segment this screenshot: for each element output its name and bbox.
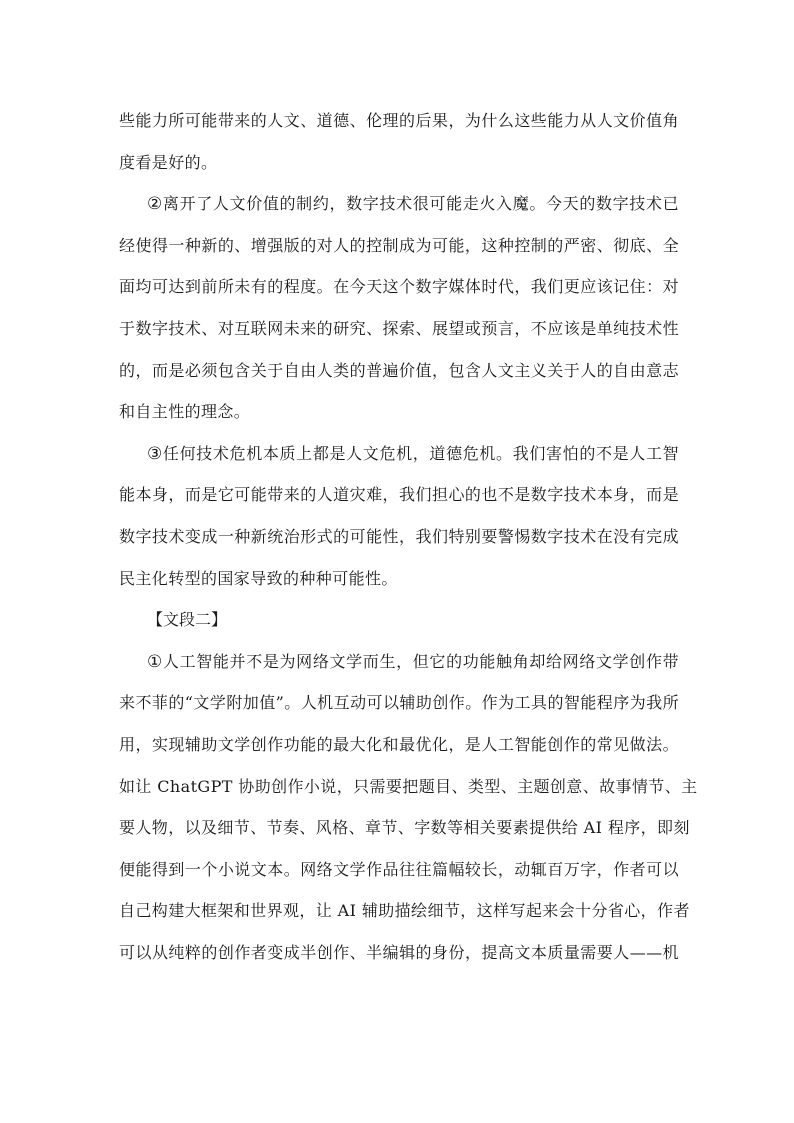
- paragraph-number: ②: [147, 194, 163, 215]
- paragraph-1-section-2: [119, 641, 698, 974]
- text-segment: 任何技术危机本质上都是人文危机，道德危机。我们害怕的不是人工智: [162, 443, 680, 463]
- text-line: 用，实现辅助文学创作功能的最大化和最优化，是人工智能创作的常见做法。: [119, 734, 679, 754]
- text-line: 经使得一种新的、增强版的对人的控制成为可能，这种控制的严密、彻底、全: [119, 235, 679, 255]
- text-line: 度看是好的。: [119, 152, 218, 172]
- document-body: [119, 100, 698, 973]
- text-line: 些能力所可能带来的人文、道德、伦理的后果，为什么这些能力从人文价值角: [119, 111, 679, 130]
- text-line: 的，而是必须包含关于自由人类的普遍价值，包含人文主义关于人的自由意志: [119, 360, 679, 380]
- text-line: [119, 183, 679, 225]
- text-line: 自己构建大框架和世界观，让 AI 辅助描绘细节，这样写起来会十分省心，作者: [119, 901, 690, 921]
- text-line: 于数字技术、对互联网未来的研究、探索、展望或预言，不应该是单纯技术性: [119, 318, 679, 338]
- section-heading: 【文段二】: [147, 610, 228, 630]
- text-line: 民主化转型的国家导致的种种可能性。: [119, 568, 398, 588]
- text-line: 如让 ChatGPT 协助创作小说，只需要把题目、类型、主题创意、故事情节、主: [119, 776, 698, 796]
- paragraph-2: [119, 183, 679, 433]
- text-line: 便能得到一个小说文本。网络文学作品往往篇幅较长，动辄百万字，作者可以: [119, 859, 679, 879]
- text-line: 能本身，而是它可能带来的人道灾难，我们担心的也不是数字技术本身，而是: [119, 485, 679, 505]
- paragraph-number: ③: [147, 443, 163, 464]
- text-line: 数字技术变成一种新统治形式的可能性，我们特别要警惕数字技术在没有完成: [119, 526, 679, 546]
- paragraph-3: [119, 433, 679, 599]
- text-segment: 离开了人文价值的制约，数字技术很可能走火入魔。今天的数字技术已: [162, 194, 680, 214]
- text-line: 和自主性的理念。: [119, 402, 251, 422]
- paragraph-continued: [119, 100, 679, 183]
- text-line: 面均可达到前所未有的程度。在今天这个数字媒体时代，我们更应该记住：对: [119, 277, 679, 297]
- text-line: 要人物，以及细节、节奏、风格、章节、字数等相关要素提供给 AI 程序，即刻: [119, 818, 690, 838]
- text-line: [119, 433, 679, 475]
- paragraph-number: ①: [147, 651, 163, 672]
- text-segment: 人工智能并不是为网络文学而生，但它的功能触角却给网络文学创作带: [162, 651, 680, 671]
- text-line: 可以从纯粹的创作者变成半创作、半编辑的身份，提高文本质量需要人——机: [119, 942, 679, 962]
- text-line: 来不菲的“文学附加值”。人机互动可以辅助创作。作为工具的智能程序为我所: [119, 693, 679, 713]
- text-line: [119, 641, 679, 683]
